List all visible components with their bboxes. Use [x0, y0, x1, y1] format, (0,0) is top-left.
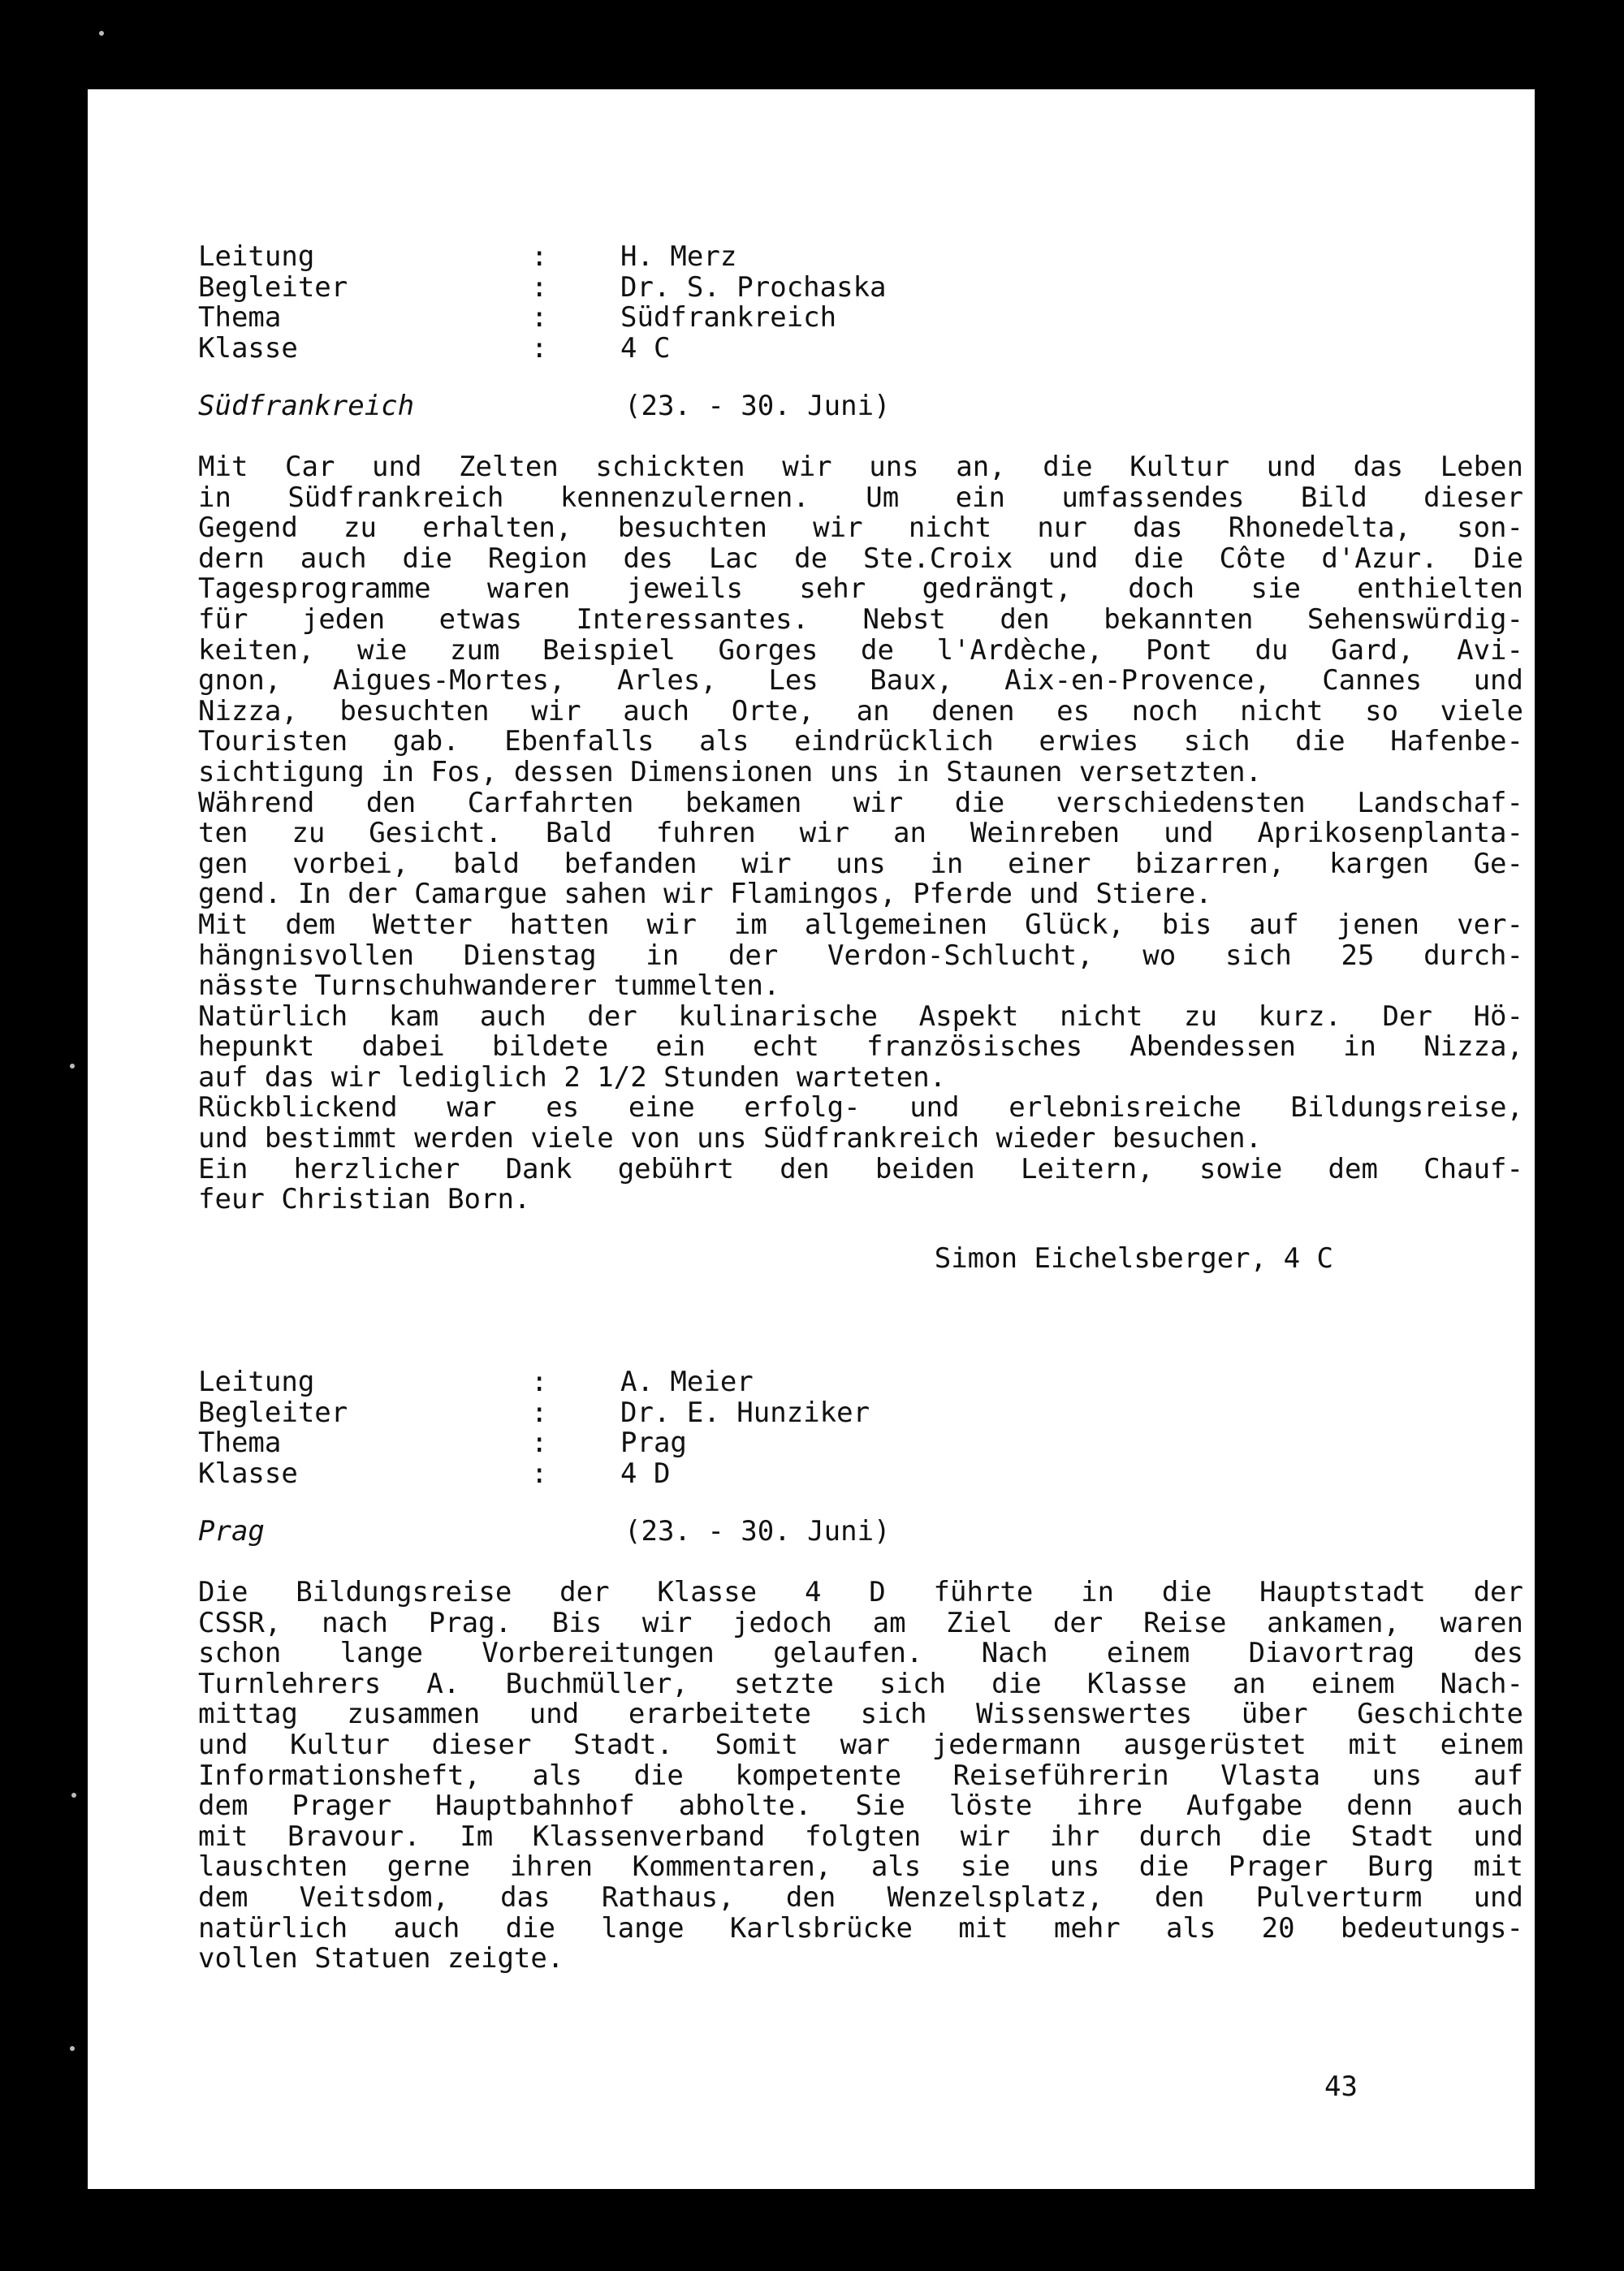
text-line: Ein herzlicher Dank gebührt den beiden Leitern, sowie dem Chauf- [198, 1152, 1523, 1185]
text-line: mit Bravour. Im Klassenverband folgten wir ihr durch die Stadt und [198, 1820, 1523, 1853]
info-label: Thema [198, 301, 282, 334]
text-line: Während den Carfahrten bekamen wir die verschiedensten Landschaf- [198, 786, 1523, 819]
info-separator: : [531, 1427, 548, 1459]
text-line: dem Prager Hauptbahnhof abholte. Sie löste ihre Aufgabe denn auch [198, 1790, 1523, 1823]
text-line: Tagesprogramme waren jeweils sehr gedrängt, doch sie enthielten [198, 572, 1523, 606]
trip-title: Südfrankreich [198, 390, 415, 422]
text-line: gend. In der Camargue sahen wir Flamingos, Pferde und Stiere. [198, 878, 1212, 911]
text-line: vollen Statuen zeigte. [198, 1942, 564, 1975]
scan-speck [70, 2046, 75, 2051]
text-line: Natürlich kam auch der kulinarische Aspekt nicht zu kurz. Der Hö- [198, 999, 1523, 1033]
info-value: Dr. S. Prochaska [620, 270, 887, 304]
text-line: mittag zusammen und erarbeitete sich Wissenswertes über Geschichte [198, 1698, 1523, 1731]
text-line: dern auch die Region des Lac de Ste.Croix und die Côte d'Azur. Die [198, 542, 1523, 575]
text-line: Mit Car und Zelten schickten wir uns an, die Kultur und das Leben [198, 451, 1523, 483]
trip-report-prag [198, 1578, 1523, 1975]
author-signature: Simon Eichelsberger, 4 C [934, 1242, 1333, 1275]
text-line: Touristen gab. Ebenfalls als eindrücklich erwies sich die Hafenbe- [198, 725, 1523, 758]
info-value: Dr. E. Hunziker [620, 1396, 870, 1429]
text-line: natürlich auch die lange Karlsbrücke mit mehr als 20 bedeutungs- [198, 1911, 1523, 1945]
text-line: Rückblickend war es eine erfolg- und erlebnisreiche Bildungsreise, [198, 1091, 1523, 1125]
text-line: Nizza, besuchten wir auch Orte, an denen es noch nicht so viele [198, 694, 1523, 727]
trip-title: Prag [198, 1515, 265, 1548]
text-line: feur Christian Born. [198, 1183, 531, 1216]
info-label: Leitung [198, 1366, 315, 1398]
info-separator: : [531, 1457, 548, 1490]
trip-dates: (23. - 30. Juni) [624, 390, 891, 422]
text-line: Informationsheft, als die kompetente Reiseführerin Vlasta uns auf [198, 1759, 1523, 1792]
text-line: auf das wir lediglich 2 1/2 Stunden warteten. [198, 1060, 947, 1094]
text-line: keiten, wie zum Beispiel Gorges de l'Ardèche, Pont du Gard, Avi- [198, 633, 1523, 667]
text-line: und Kultur dieser Stadt. Somit war jedermann ausgerüstet mit einem [198, 1728, 1523, 1761]
text-line: hepunkt dabei bildete ein echt französisches Abendessen in Nizza, [198, 1030, 1523, 1064]
info-separator: : [531, 1366, 548, 1398]
text-line: Turnlehrers A. Buchmüller, setzte sich die Klasse an einem Nach- [198, 1667, 1523, 1700]
info-separator: : [531, 240, 548, 273]
text-line: nässte Turnschuhwanderer tummelten. [198, 969, 780, 1003]
info-label: Begleiter [198, 1396, 348, 1429]
text-line: ten zu Gesicht. Bald fuhren wir an Weinreben und Aprikosenplanta- [198, 817, 1523, 850]
scan-speck [99, 31, 104, 36]
info-label: Begleiter [198, 270, 348, 304]
info-separator: : [531, 270, 548, 304]
text-line: lauschten gerne ihren Kommentaren, als sie uns die Prager Burg mit [198, 1850, 1523, 1884]
document-page [88, 89, 1535, 2189]
scan-speck [70, 1064, 75, 1069]
text-line: in Südfrankreich kennenzulernen. Um ein umfassendes Bild dieser [198, 481, 1523, 514]
info-value: Südfrankreich [620, 301, 837, 334]
text-line: dem Veitsdom, das Rathaus, den Wenzelsplatz, den Pulverturm und [198, 1880, 1523, 1914]
info-separator: : [531, 1396, 548, 1429]
text-line: und bestimmt werden viele von uns Südfrankreich wieder besuchen. [198, 1122, 1263, 1155]
info-value: Prag [620, 1427, 687, 1459]
info-label: Thema [198, 1427, 282, 1459]
info-separator: : [531, 331, 548, 365]
trip-heading-prag [198, 1515, 1497, 1548]
page-number: 43 [1324, 2070, 1358, 2103]
text-line: für jeden etwas Interessantes. Nebst den bekannten Sehenswürdig- [198, 602, 1523, 636]
info-value: H. Merz [620, 240, 737, 273]
info-value: 4 C [620, 331, 671, 365]
text-line: gen vorbei, bald befanden wir uns in einer bizarren, kargen Ge- [198, 847, 1523, 880]
info-value: A. Meier [620, 1366, 754, 1398]
trip-report-sudfrankreich [198, 452, 1523, 1215]
text-line: Gegend zu erhalten, besuchten wir nicht nur das Rhonedelta, son- [198, 512, 1523, 545]
trip-heading-sudfrankreich [198, 390, 1497, 422]
text-line: gnon, Aigues-Mortes, Arles, Les Baux, Aix-en-Provence, Cannes und [198, 664, 1523, 697]
text-line: CSSR, nach Prag. Bis wir jedoch am Ziel der Reise ankamen, waren [198, 1606, 1523, 1639]
info-value: 4 D [620, 1457, 671, 1490]
info-label: Klasse [198, 1457, 298, 1490]
scan-speck [71, 1793, 76, 1798]
info-label: Leitung [198, 240, 315, 273]
trip-dates: (23. - 30. Juni) [624, 1515, 891, 1548]
text-line: schon lange Vorbereitungen gelaufen. Nach einem Diavortrag des [198, 1637, 1523, 1670]
text-line: hängnisvollen Dienstag in der Verdon-Schlucht, wo sich 25 durch- [198, 939, 1523, 972]
info-separator: : [531, 301, 548, 334]
text-line: Mit dem Wetter hatten wir im allgemeinen Glück, bis auf jenen ver- [198, 908, 1523, 941]
text-line: sichtigung in Fos, dessen Dimensionen uns in Staunen versetzten. [198, 755, 1263, 788]
info-label: Klasse [198, 331, 298, 365]
text-line: Die Bildungsreise der Klasse 4 D führte in die Hauptstadt der [198, 1576, 1523, 1608]
